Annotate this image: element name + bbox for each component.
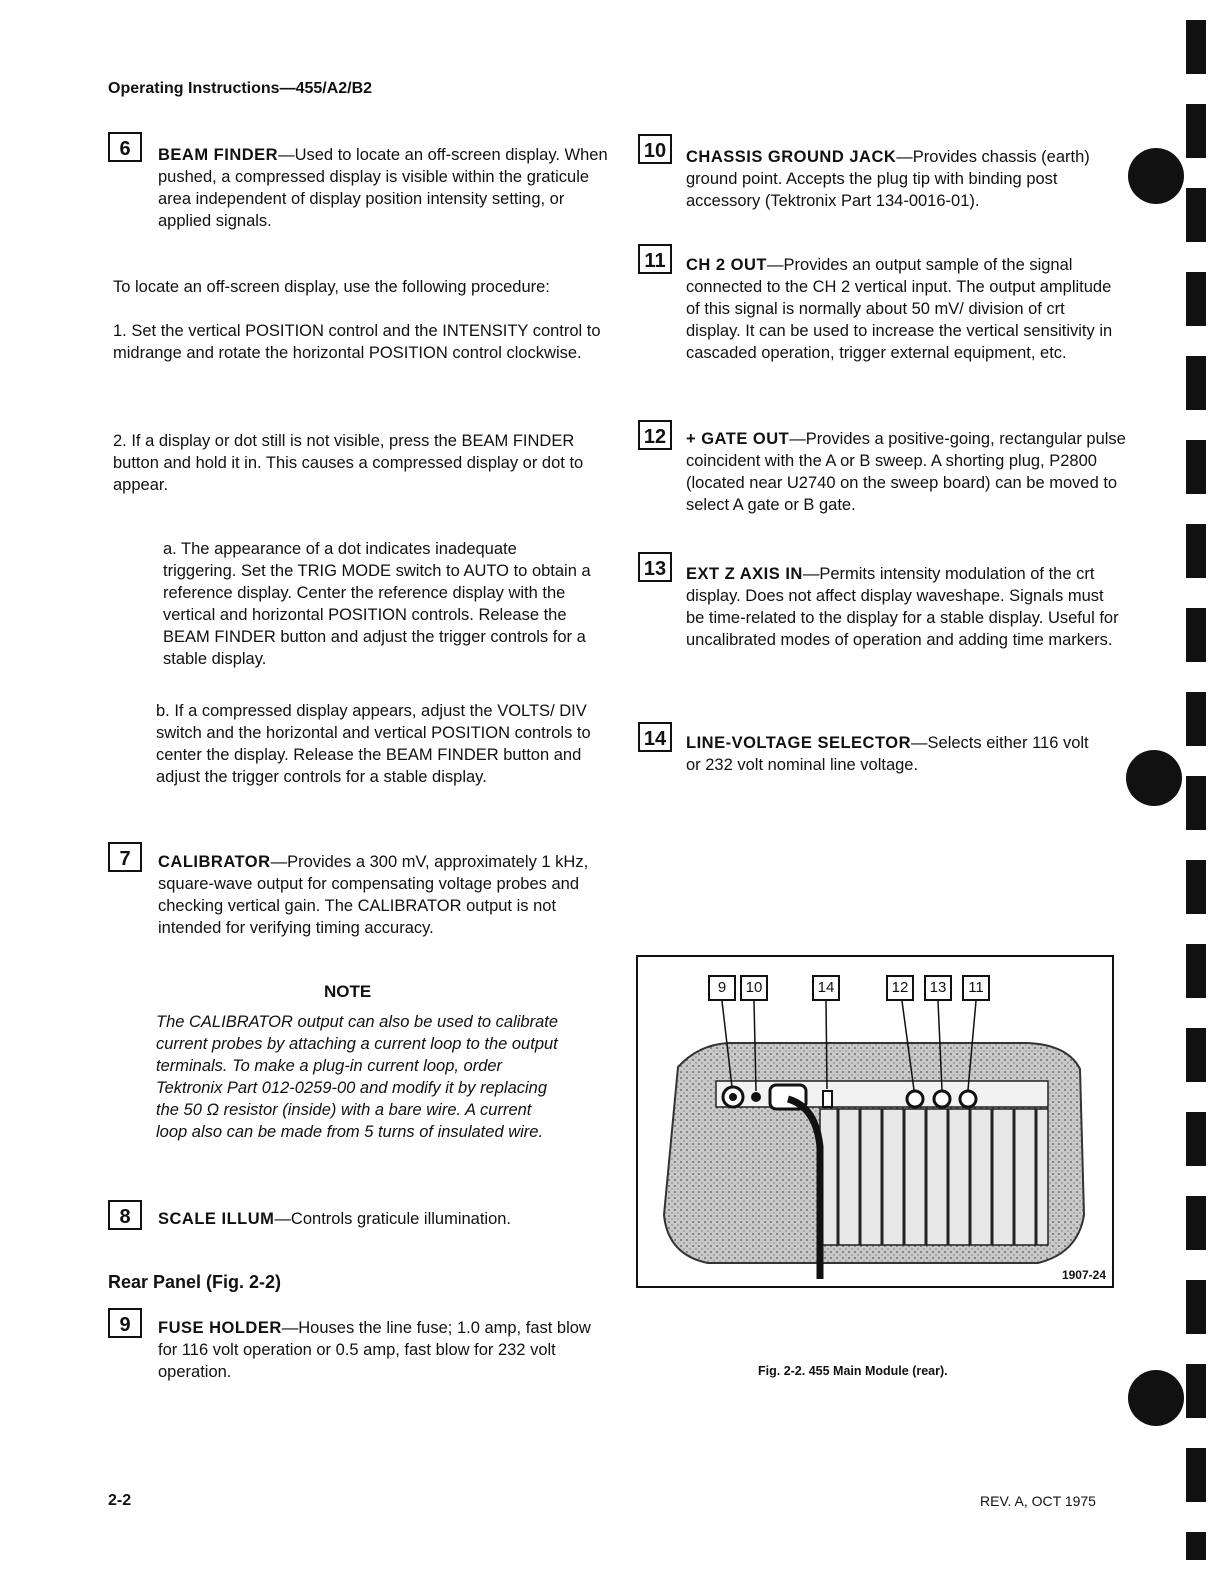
item-number: 6	[108, 132, 142, 162]
procedure-step-b: b. If a compressed display appears, adjust the VOLTS/ DIV switch and the horizontal and vertical POSITION controls to center the display. Release the BEAM FINDER button and adjust the trigger controls for a stable display.	[156, 702, 591, 786]
figure-rear-panel	[636, 955, 1114, 1288]
item-text: —Selects either 116 volt or 232 volt nominal line voltage.	[686, 734, 1089, 774]
page-number: 2-2	[108, 1492, 132, 1509]
note-text: The CALIBRATOR output can also be used to calibrate current probes by attaching a current loop to the output terminals. To make a plug-in current loop, order Tektronix Part 012-0259-00 and modify it by replacing the 50 Ω resistor (inside) with a bare wire. A current loop also can be made from 5 turns of insulated wire.	[156, 1013, 559, 1141]
item-description	[686, 563, 1126, 651]
callout-14: 14	[812, 975, 840, 1001]
callout-13: 13	[924, 975, 952, 1001]
gate-out-connector-icon	[907, 1091, 923, 1107]
item-number: 14	[638, 722, 672, 752]
callout-10: 10	[740, 975, 768, 1001]
item-description	[686, 146, 1126, 212]
item-keyword: + GATE OUT	[686, 430, 790, 448]
item-keyword: FUSE HOLDER	[158, 1319, 282, 1337]
item-number: 9	[108, 1308, 142, 1338]
procedure-intro: To locate an off-screen display, use the following procedure:	[113, 278, 550, 296]
item-description	[686, 254, 1116, 364]
item-description	[158, 1208, 608, 1230]
ground-jack-icon	[751, 1092, 761, 1102]
note-title: NOTE	[324, 982, 372, 1001]
item-keyword: CALIBRATOR	[158, 853, 271, 871]
item-description	[686, 732, 1106, 776]
callout-9: 9	[708, 975, 736, 1001]
item-text: —Provides chassis (earth) ground point. Accepts the plug tip with binding post accessory (Tektronix Part 134-0016-01).	[686, 148, 1090, 210]
figure-caption: Fig. 2-2. 455 Main Module (rear).	[758, 1364, 948, 1378]
binder-hole-icon	[1128, 1370, 1184, 1426]
item-number: 13	[638, 552, 672, 582]
z-axis-connector-icon	[934, 1091, 950, 1107]
section-title: Rear Panel (Fig. 2-2)	[108, 1272, 282, 1292]
line-voltage-switch-icon	[823, 1091, 832, 1107]
item-text: —Provides a 300 mV, approximately 1 kHz, square-wave output for compensating voltage probes and checking vertical gain. The CALIBRATOR output is not intended for verifying timing accuracy.	[158, 853, 589, 937]
rear-panel-illustration	[638, 957, 1112, 1286]
item-text: —Controls graticule illumination.	[274, 1210, 512, 1228]
procedure-step-a: a. The appearance of a dot indicates inadequate triggering. Set the TRIG MODE switch to AUTO to obtain a reference display. Center the reference display with the vertical and horizontal POSITION controls. Release the BEAM FINDER button and adjust the trigger controls for a stable display.	[163, 540, 591, 668]
item-text: —Permits intensity modulation of the crt display. Does not affect display waveshape. Signals must be time-related to the display for a stable display. Useful for uncalibrated modes of operation and adding time markers.	[686, 565, 1119, 649]
procedure-step-1: 1. Set the vertical POSITION control and the INTENSITY control to midrange and rotate the horizontal POSITION control clockwise.	[113, 322, 601, 362]
item-text: —Houses the line fuse; 1.0 amp, fast blow for 116 volt operation or 0.5 amp, fast blow for 232 volt operation.	[158, 1319, 591, 1381]
item-keyword: SCALE ILLUM	[158, 1210, 275, 1228]
item-description	[158, 851, 608, 939]
binder-hole-icon	[1128, 148, 1184, 204]
item-keyword: BEAM FINDER	[158, 146, 279, 164]
procedure-step-2: 2. If a display or dot still is not visible, press the BEAM FINDER button and hold it in. This causes a compressed display or dot to appear.	[113, 432, 584, 494]
connector-strip	[716, 1081, 1048, 1107]
item-text: —Provides an output sample of the signal connected to the CH 2 vertical input. The output amplitude of this signal is normally about 50 mV/ division of crt display. It can be used to increase the vertical sensitivity in cascaded operation, trigger external equipment, etc.	[686, 256, 1113, 362]
binder-hole-icon	[1126, 750, 1182, 806]
item-number: 11	[638, 244, 672, 274]
item-description	[158, 144, 608, 232]
revision-label: REV. A, OCT 1975	[980, 1493, 1096, 1509]
callout-11: 11	[962, 975, 990, 1001]
item-description	[686, 428, 1126, 516]
page-header: Operating Instructions—455/A2/B2	[108, 80, 373, 97]
figure-number: 1907-24	[1061, 1268, 1106, 1282]
item-text: —Provides a positive-going, rectangular pulse coincident with the A or B sweep. A shorting plug, P2800 (located near U2740 on the sweep board) can be moved to select A gate or B gate.	[686, 430, 1126, 514]
item-number: 10	[638, 134, 672, 164]
edge-index-marks	[1186, 20, 1206, 1560]
ch2-out-connector-icon	[960, 1091, 976, 1107]
item-description	[158, 1317, 598, 1383]
callout-12: 12	[886, 975, 914, 1001]
item-number: 12	[638, 420, 672, 450]
item-keyword: CH 2 OUT	[686, 256, 768, 274]
item-number: 8	[108, 1200, 142, 1230]
item-keyword: CHASSIS GROUND JACK	[686, 148, 897, 166]
item-keyword: LINE-VOLTAGE SELECTOR	[686, 734, 912, 752]
item-number: 7	[108, 842, 142, 872]
item-keyword: EXT Z AXIS IN	[686, 565, 803, 583]
item-text: —Used to locate an off-screen display. When pushed, a compressed display is visible within the graticule area independent of display position intensity setting, or applied signals.	[158, 146, 608, 230]
